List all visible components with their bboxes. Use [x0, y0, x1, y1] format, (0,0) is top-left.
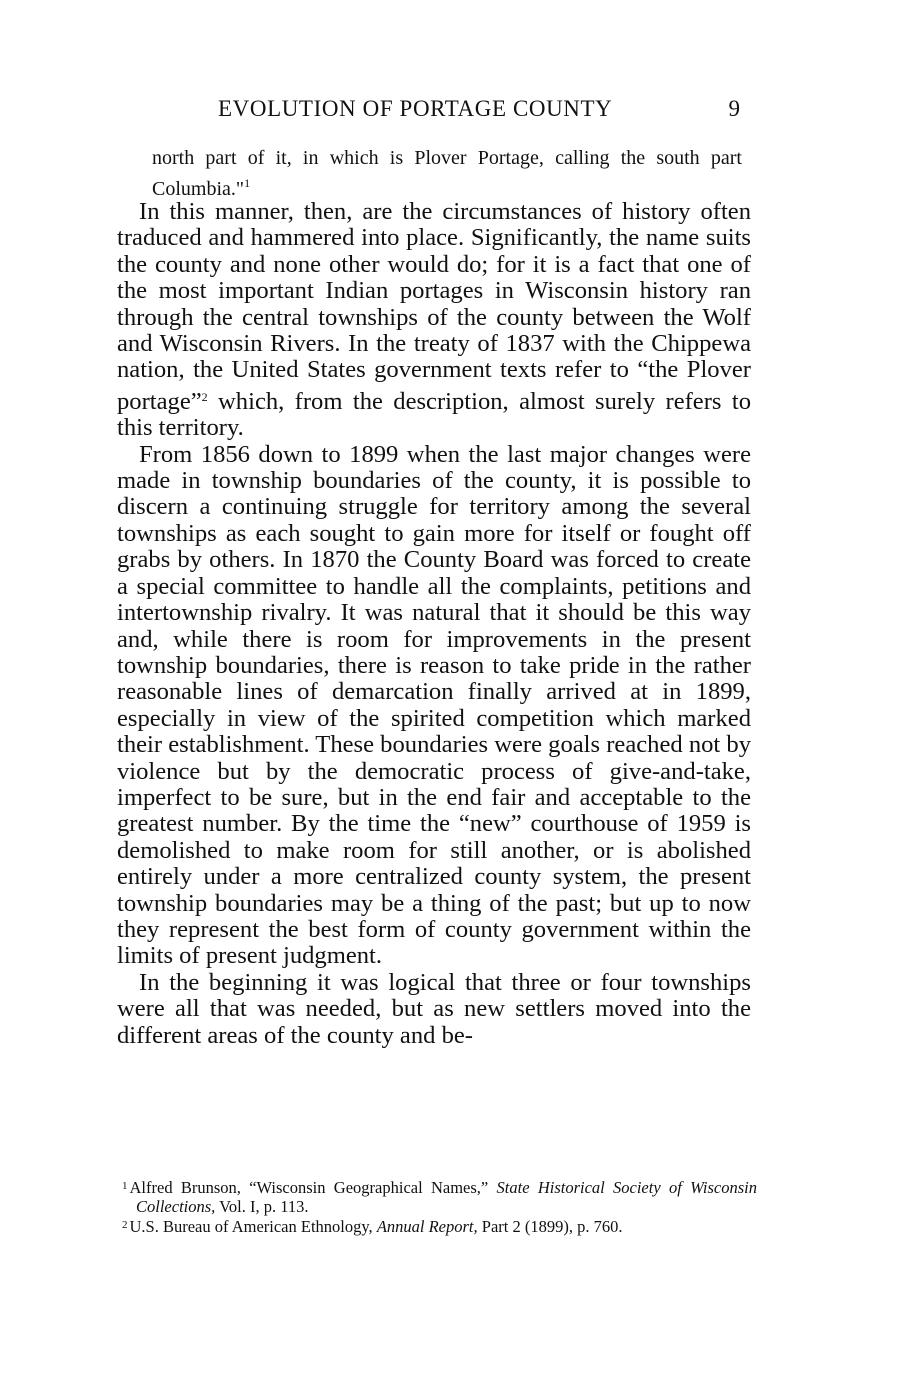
paragraph-3: In the beginning it was logical that three or four townships were all that was needed, but as new settlers moved into the different areas of the county and be-	[117, 968, 751, 1049]
footnote-1	[117, 1177, 757, 1216]
footnote-2-pages: Part 2 (1899), p. 760.	[477, 1217, 623, 1236]
footnote-ref-2: 2	[201, 389, 208, 404]
footnote-2-mark: 2	[122, 1219, 128, 1231]
running-head	[112, 93, 748, 125]
paragraph-1-text-a: In this manner, then, are the circumstances of history often traduced and hammered into place. Significantly, the name suits the county and none other would do; for it is a fact that one of the most important Indian portages in Wisconsin history ran through the central townships of the county between the Wolf and Wisconsin Rivers. In the treaty of 1837 with the Chippewa nation, the United States government texts refer to “the Plover portage”	[117, 198, 751, 415]
paragraph-1	[117, 199, 751, 442]
quote-text: north part of it, in which is Plover Portage, calling the south part Columbia."	[152, 147, 742, 200]
footnotes	[117, 1177, 757, 1236]
block-quote	[152, 146, 742, 202]
paragraph-1-text-b: which, from the description, almost surely refers to this territory.	[117, 387, 751, 442]
footnote-1-mark: 1	[122, 1180, 128, 1192]
running-title: EVOLUTION OF PORTAGE COUNTY	[218, 96, 613, 121]
footnote-1-title: State Historical Society of Wisconsin Collections,	[136, 1178, 757, 1216]
footnote-2	[117, 1216, 757, 1236]
footnote-2-title: Annual Report,	[376, 1217, 478, 1236]
footnote-2-text: U.S. Bureau of American Ethnology,	[129, 1217, 377, 1236]
body-text	[117, 199, 751, 1049]
footnote-ref-1: 1	[244, 176, 251, 190]
page-number: 9	[728, 96, 740, 121]
footnote-1-pages: Vol. I, p. 113.	[215, 1197, 309, 1216]
paragraph-2: From 1856 down to 1899 when the last major changes were made in township boundaries of the county, it is possible to discern a continuing struggle for territory among the several townships as each sought to gain more for itself or fought off grabs by others. In 1870 the County Board was forced to create a special committee to handle all the complaints, petitions and intertownship rivalry. It was natural that it should be this way and, while there is room for improvements in the present township boundaries, there is reason to take pride in the rather reasonable lines of demarcation finally arrived at in 1899, especially in view of the spirited competition which marked their establishment. These boundaries were goals reached not by violence but by the democratic process of give-and-take, imperfect to be sure, but in the end fair and acceptable to the greatest number. By the time the “new” courthouse of 1959 is demolished to make room for still another, or is abolished entirely under a more centralized county system, the present township boundaries may be a thing of the past; but up to now they represent the best form of county government within the limits of present judgment.	[117, 440, 751, 970]
footnote-1-text: Alfred Brunson, “Wisconsin Geographical Names,”	[129, 1178, 497, 1197]
